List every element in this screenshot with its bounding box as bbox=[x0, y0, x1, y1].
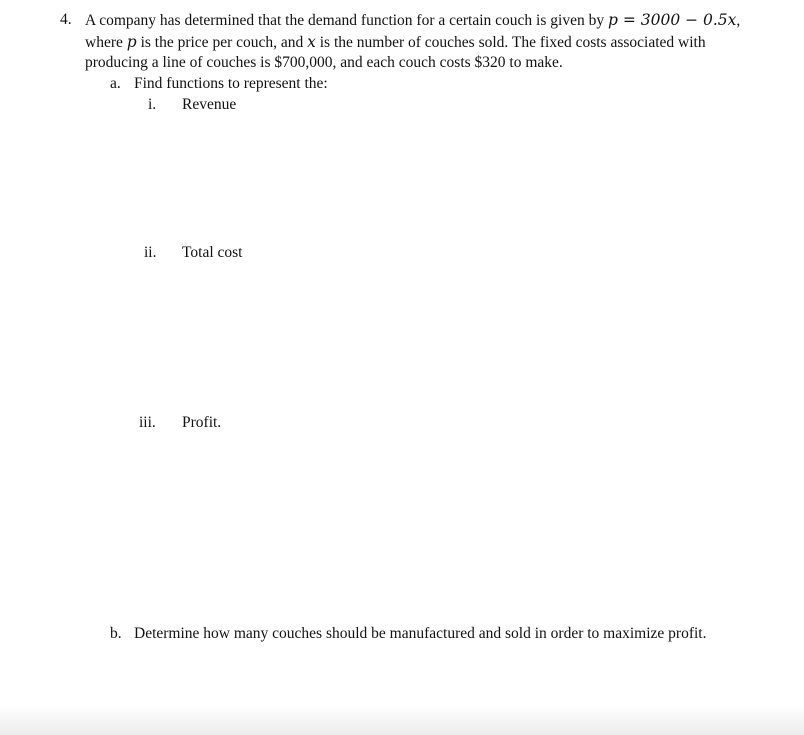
part-a-text: Find functions to represent the: bbox=[134, 75, 328, 92]
item-total-cost: Total cost bbox=[182, 244, 243, 261]
problem-number: 4. bbox=[60, 11, 72, 28]
item-profit: Profit. bbox=[182, 414, 222, 431]
problem-line-1-text: A company has determined that the demand function for a certain couch is given by bbox=[85, 12, 608, 29]
problem-line-3: producing a line of couches is $700,000, and each couch costs $320 to make. bbox=[85, 54, 563, 71]
item-i-numeral: i. bbox=[148, 96, 157, 113]
problem-line-1 bbox=[85, 10, 740, 31]
part-a-label: a. bbox=[110, 75, 121, 92]
problem-line-2-c: is the number of couches sold. The fixed costs associated with bbox=[315, 34, 706, 51]
item-ii-numeral: ii. bbox=[144, 244, 157, 261]
page-bottom-shadow bbox=[0, 705, 804, 735]
problem-line-2 bbox=[85, 32, 706, 53]
variable-p: p bbox=[126, 33, 137, 51]
item-iii-numeral: iii. bbox=[139, 414, 156, 431]
problem-line-2-a: where bbox=[85, 34, 127, 51]
demand-function: p = 3000 − 0.5x bbox=[607, 11, 737, 29]
variable-x: x bbox=[307, 33, 316, 51]
problem-line-2-b: is the price per couch, and bbox=[136, 34, 308, 51]
part-b-text: Determine how many couches should be manufactured and sold in order to maximize profit. bbox=[134, 625, 707, 642]
problem-line-1-end: , bbox=[736, 12, 741, 29]
part-b-label: b. bbox=[110, 625, 122, 642]
item-revenue: Revenue bbox=[182, 96, 237, 113]
